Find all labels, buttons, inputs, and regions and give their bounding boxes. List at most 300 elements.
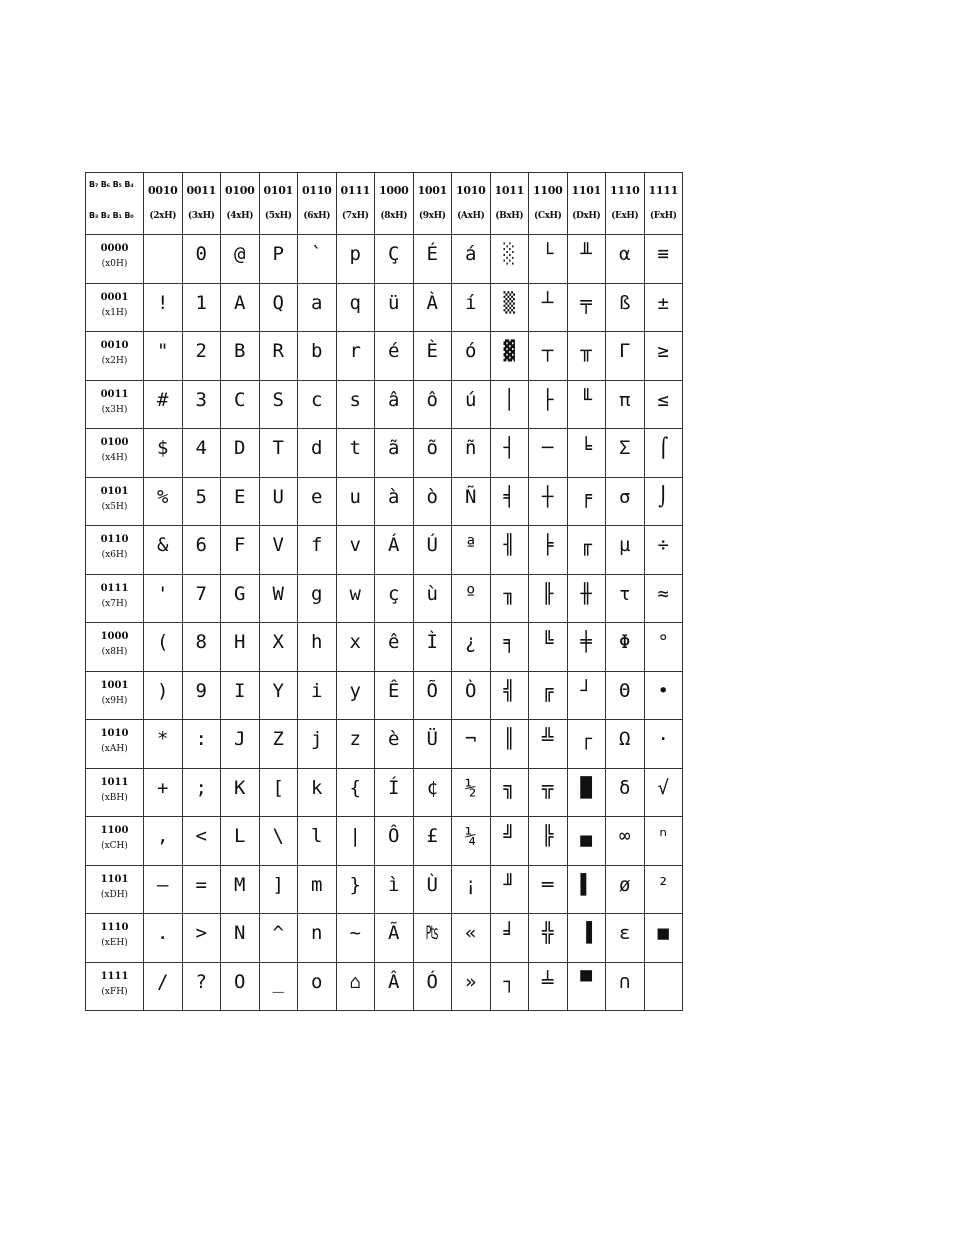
char-cell: [144, 477, 183, 526]
char-cell: [644, 962, 683, 1011]
char-cell: [490, 914, 529, 963]
row-bits: 1110: [100, 922, 129, 933]
char-glyph: ╤: [580, 291, 592, 314]
char-cell: [298, 283, 337, 332]
char-glyph: 1: [195, 291, 207, 314]
column-bits: 1010: [456, 184, 486, 197]
char-cell: [336, 283, 375, 332]
char-glyph: ì: [388, 873, 400, 896]
column-bits: 1011: [494, 184, 524, 197]
char-glyph: ▌: [580, 873, 592, 896]
row-header: [86, 768, 144, 817]
char-cell: [259, 914, 298, 963]
char-glyph: e: [311, 485, 323, 508]
char-glyph: α: [619, 243, 631, 265]
char-cell: [606, 962, 645, 1011]
char-glyph: █: [580, 776, 592, 799]
char-glyph: V: [272, 534, 284, 556]
char-glyph: ╝: [503, 825, 515, 847]
char-cell: [144, 817, 183, 866]
char-glyph: ª: [465, 534, 477, 556]
char-glyph: ø: [619, 873, 631, 896]
char-cell: [490, 768, 529, 817]
char-glyph: c: [311, 388, 323, 411]
char-cell: [413, 720, 452, 769]
char-glyph: É: [426, 243, 438, 265]
column-hex: (ExH): [611, 211, 639, 221]
char-glyph: 8: [195, 631, 207, 653]
column-header: [375, 173, 414, 235]
char-glyph: ±: [657, 291, 669, 314]
char-glyph: Á: [388, 534, 400, 556]
char-glyph: ?: [195, 970, 207, 993]
char-glyph: ╠: [542, 825, 554, 847]
char-glyph: ╚: [542, 631, 554, 653]
char-glyph: £: [426, 825, 438, 847]
char-cell: [413, 429, 452, 478]
column-hex: (AxH): [457, 211, 485, 221]
char-cell: [221, 332, 260, 381]
char-cell: [490, 962, 529, 1011]
char-cell: [644, 429, 683, 478]
char-cell: [336, 623, 375, 672]
char-glyph: ^: [272, 922, 284, 944]
row-hex: (xEH): [101, 938, 128, 948]
char-glyph: ╟: [542, 582, 554, 605]
char-glyph: ñ: [465, 437, 477, 459]
char-cell: [259, 768, 298, 817]
row-bits: 0111: [100, 582, 129, 594]
char-glyph: ¿: [465, 631, 477, 653]
char-glyph: q: [349, 291, 361, 314]
char-glyph: ç: [388, 582, 400, 605]
char-cell: [221, 671, 260, 720]
char-cell: [375, 429, 414, 478]
char-glyph: Σ: [619, 437, 631, 459]
char-glyph: ~: [349, 922, 361, 944]
char-cell: [567, 283, 606, 332]
char-cell: [259, 671, 298, 720]
char-glyph: Ê: [388, 679, 400, 702]
char-cell: [298, 671, 337, 720]
char-cell: [221, 720, 260, 769]
char-cell: [529, 429, 568, 478]
char-cell: [413, 962, 452, 1011]
char-cell: [529, 526, 568, 575]
char-cell: [567, 720, 606, 769]
char-glyph: ╘: [580, 437, 592, 459]
char-glyph: 2: [195, 340, 207, 362]
char-glyph: U: [272, 485, 284, 508]
row-header: [86, 235, 144, 284]
char-cell: [221, 768, 260, 817]
row-bits: 1100: [100, 825, 129, 836]
char-cell: [490, 332, 529, 381]
char-cell: [606, 817, 645, 866]
char-cell: [644, 914, 683, 963]
table-row: [86, 380, 683, 429]
char-cell: [298, 817, 337, 866]
char-glyph: ÷: [657, 534, 669, 556]
char-cell: [413, 768, 452, 817]
row-hex: (x3H): [101, 404, 128, 415]
char-cell: [567, 962, 606, 1011]
row-bits: 0110: [100, 534, 129, 545]
row-bits: 1001: [100, 679, 129, 691]
char-glyph: ε: [619, 922, 631, 944]
char-cell: [606, 623, 645, 672]
char-cell: [336, 526, 375, 575]
char-cell: [490, 526, 529, 575]
char-cell: [336, 671, 375, 720]
char-glyph: Ô: [388, 825, 400, 847]
char-cell: [298, 865, 337, 914]
char-cell: [144, 671, 183, 720]
char-glyph: ╩: [542, 728, 554, 750]
char-glyph: >: [195, 922, 207, 944]
char-cell: [336, 332, 375, 381]
row-bits: 0100: [100, 437, 129, 448]
char-glyph: H: [234, 631, 246, 653]
char-cell: [490, 283, 529, 332]
column-header: [182, 173, 221, 235]
table-row: [86, 914, 683, 963]
table-row: [86, 332, 683, 381]
char-glyph: ⌂: [349, 970, 361, 993]
char-glyph: ≥: [657, 340, 669, 362]
char-cell: [259, 332, 298, 381]
char-glyph: ╙: [580, 388, 592, 411]
char-cell: [606, 720, 645, 769]
char-cell: [182, 574, 221, 623]
char-cell: [644, 768, 683, 817]
column-header: [144, 173, 183, 235]
char-cell: [529, 332, 568, 381]
char-glyph: ≤: [657, 388, 669, 411]
char-glyph: ┤: [503, 437, 515, 459]
char-glyph: Í: [388, 776, 400, 799]
char-cell: [644, 283, 683, 332]
char-glyph: @: [234, 243, 246, 265]
char-cell: [452, 574, 491, 623]
column-bits: 0101: [263, 184, 293, 197]
char-cell: [606, 429, 645, 478]
char-glyph: *: [157, 728, 169, 750]
char-glyph: ╓: [580, 534, 592, 556]
char-glyph: à: [388, 485, 400, 508]
char-glyph: «: [465, 922, 477, 944]
column-header: [490, 173, 529, 235]
char-cell: [259, 623, 298, 672]
row-header: [86, 962, 144, 1011]
column-hex: (CxH): [533, 211, 562, 221]
char-glyph: _: [272, 970, 284, 993]
char-glyph: Y: [272, 679, 284, 702]
char-cell: [452, 962, 491, 1011]
char-glyph: k: [311, 776, 323, 799]
char-cell: [413, 817, 452, 866]
char-cell: [221, 235, 260, 284]
char-glyph: i: [311, 679, 323, 702]
char-cell: [452, 380, 491, 429]
char-cell: [606, 914, 645, 963]
char-glyph: Γ: [619, 340, 631, 362]
char-glyph: ▀: [580, 970, 592, 993]
char-cell: [452, 671, 491, 720]
char-cell: [529, 283, 568, 332]
char-glyph: [: [272, 776, 284, 799]
char-glyph: Ã: [388, 922, 400, 944]
char-glyph: \: [272, 825, 284, 847]
row-header: [86, 914, 144, 963]
char-cell: [567, 817, 606, 866]
char-glyph: ░: [503, 243, 515, 265]
char-glyph: 6: [195, 534, 207, 556]
char-glyph: x: [349, 631, 361, 653]
char-glyph: ▄: [580, 825, 592, 847]
char-cell: [182, 477, 221, 526]
char-cell: [490, 574, 529, 623]
char-cell: [452, 768, 491, 817]
table-row: [86, 235, 683, 284]
char-glyph: z: [349, 728, 361, 750]
column-hex: (FxH): [649, 211, 677, 221]
char-glyph: ┼: [542, 485, 554, 508]
char-glyph: √: [657, 776, 669, 799]
char-glyph: Ç: [388, 243, 400, 265]
char-glyph: ╡: [503, 485, 515, 508]
char-cell: [529, 380, 568, 429]
char-cell: [375, 235, 414, 284]
char-cell: [644, 671, 683, 720]
char-glyph: ┴: [542, 291, 554, 314]
char-cell: [606, 526, 645, 575]
char-glyph: ¢: [426, 776, 438, 799]
table-row: [86, 720, 683, 769]
char-cell: [567, 623, 606, 672]
char-cell: [298, 380, 337, 429]
char-glyph: ┬: [542, 340, 554, 362]
column-bits: 1111: [648, 184, 678, 197]
column-hex: (7xH): [341, 211, 369, 221]
row-hex: (x9H): [101, 695, 128, 706]
row-header: [86, 283, 144, 332]
char-cell: [298, 962, 337, 1011]
char-glyph: ╦: [542, 776, 554, 799]
char-cell: [259, 526, 298, 575]
char-glyph: .: [157, 922, 169, 944]
char-glyph: ─: [542, 437, 554, 459]
char-cell: [490, 380, 529, 429]
char-glyph: σ: [619, 485, 631, 508]
char-cell: [182, 962, 221, 1011]
char-cell: [259, 235, 298, 284]
char-cell: [606, 283, 645, 332]
char-glyph: ╥: [580, 340, 592, 362]
char-cell: [452, 429, 491, 478]
char-glyph: è: [388, 728, 400, 750]
char-glyph: –: [157, 873, 169, 896]
char-glyph: δ: [619, 776, 631, 799]
char-glyph: P: [272, 243, 284, 265]
char-cell: [144, 865, 183, 914]
table-row: [86, 526, 683, 575]
table-row: [86, 768, 683, 817]
char-glyph: :: [195, 728, 207, 750]
char-glyph: Ù: [426, 873, 438, 896]
column-bits: 0011: [186, 184, 216, 197]
char-glyph: d: [311, 437, 323, 459]
char-glyph: 4: [195, 437, 207, 459]
table-row: [86, 623, 683, 672]
column-hex: (9xH): [418, 211, 446, 221]
char-glyph: ╒: [580, 485, 592, 508]
row-bits: 1011: [100, 776, 129, 788]
char-cell: [221, 623, 260, 672]
char-cell: [259, 962, 298, 1011]
char-glyph: v: [349, 534, 361, 556]
char-glyph: •: [657, 679, 669, 702]
char-glyph: ═: [542, 873, 554, 896]
char-cell: [336, 720, 375, 769]
char-cell: [298, 477, 337, 526]
char-glyph: `: [311, 243, 323, 265]
column-hex: (DxH): [572, 211, 601, 221]
char-cell: [452, 332, 491, 381]
char-cell: [452, 235, 491, 284]
row-hex: (x7H): [101, 598, 128, 609]
row-hex: (xDH): [100, 889, 129, 900]
char-glyph: B: [234, 340, 246, 362]
char-glyph: y: [349, 679, 361, 702]
char-glyph: u: [349, 485, 361, 508]
column-bits: 0010: [148, 184, 178, 197]
char-glyph: a: [311, 291, 323, 314]
column-header: [413, 173, 452, 235]
char-cell: [298, 914, 337, 963]
char-cell: [567, 914, 606, 963]
char-glyph: Ñ: [465, 485, 477, 508]
char-cell: [144, 429, 183, 478]
table-row: [86, 671, 683, 720]
row-header: [86, 865, 144, 914]
table-row: [86, 865, 683, 914]
char-glyph: ∩: [619, 970, 631, 993]
char-glyph: ▓: [503, 340, 515, 362]
high-nibble-bits: B₇ B₆ B₅ B₄: [89, 180, 134, 189]
char-cell: [490, 477, 529, 526]
char-glyph: w: [349, 582, 361, 605]
char-cell: [452, 914, 491, 963]
char-cell: [567, 235, 606, 284]
char-cell: [182, 817, 221, 866]
char-glyph: ù: [426, 582, 438, 605]
char-cell: [529, 623, 568, 672]
char-glyph: /: [157, 970, 169, 993]
column-hex: (8xH): [380, 211, 408, 221]
row-header: [86, 380, 144, 429]
char-cell: [336, 914, 375, 963]
row-header: [86, 817, 144, 866]
char-glyph: ≈: [657, 582, 669, 605]
char-glyph: 3: [195, 388, 207, 411]
char-cell: [144, 526, 183, 575]
char-glyph: ¡: [465, 873, 477, 896]
char-cell: [221, 526, 260, 575]
char-glyph: L: [234, 825, 246, 847]
char-glyph: Ó: [426, 970, 438, 993]
char-cell: [144, 768, 183, 817]
char-glyph: $: [157, 437, 169, 459]
row-header: [86, 671, 144, 720]
char-cell: [336, 962, 375, 1011]
char-cell: [336, 429, 375, 478]
char-cell: [144, 720, 183, 769]
char-cell: [182, 671, 221, 720]
char-cell: [298, 429, 337, 478]
column-bits: 1100: [533, 184, 563, 197]
char-glyph: O: [234, 970, 246, 993]
char-cell: [413, 865, 452, 914]
char-cell: [336, 865, 375, 914]
row-header: [86, 574, 144, 623]
char-cell: [529, 671, 568, 720]
char-cell: [182, 429, 221, 478]
char-cell: [336, 768, 375, 817]
char-cell: [413, 283, 452, 332]
char-cell: [644, 526, 683, 575]
char-cell: [259, 817, 298, 866]
char-glyph: ╪: [580, 631, 592, 653]
char-glyph: ╬: [542, 922, 554, 944]
char-glyph: ╢: [503, 534, 515, 556]
char-glyph: ]: [272, 873, 284, 896]
char-glyph: p: [349, 243, 361, 265]
char-cell: [644, 623, 683, 672]
char-glyph: T: [272, 437, 284, 459]
char-glyph: ┘: [580, 679, 592, 702]
char-cell: [298, 623, 337, 672]
char-glyph: µ: [619, 534, 631, 556]
column-hex: (BxH): [495, 211, 524, 221]
char-glyph: ß: [619, 291, 631, 314]
char-cell: [144, 914, 183, 963]
char-glyph: s: [349, 388, 361, 411]
char-cell: [452, 720, 491, 769]
char-cell: [413, 623, 452, 672]
char-cell: [375, 526, 414, 575]
char-cell: [567, 332, 606, 381]
char-glyph: %: [157, 485, 169, 508]
row-hex: (x2H): [101, 356, 128, 366]
row-bits: 0011: [100, 388, 129, 400]
char-cell: [529, 914, 568, 963]
char-cell: [221, 962, 260, 1011]
char-glyph: ■: [657, 922, 669, 944]
table-row: [86, 574, 683, 623]
char-cell: [413, 380, 452, 429]
char-glyph: 7: [195, 582, 207, 605]
row-header: [86, 623, 144, 672]
char-glyph: l: [311, 825, 323, 847]
row-bits: 1101: [100, 873, 129, 885]
char-cell: [567, 671, 606, 720]
char-cell: [452, 283, 491, 332]
char-cell: [490, 671, 529, 720]
char-cell: [529, 817, 568, 866]
char-cell: [221, 477, 260, 526]
char-glyph: #: [157, 388, 169, 411]
